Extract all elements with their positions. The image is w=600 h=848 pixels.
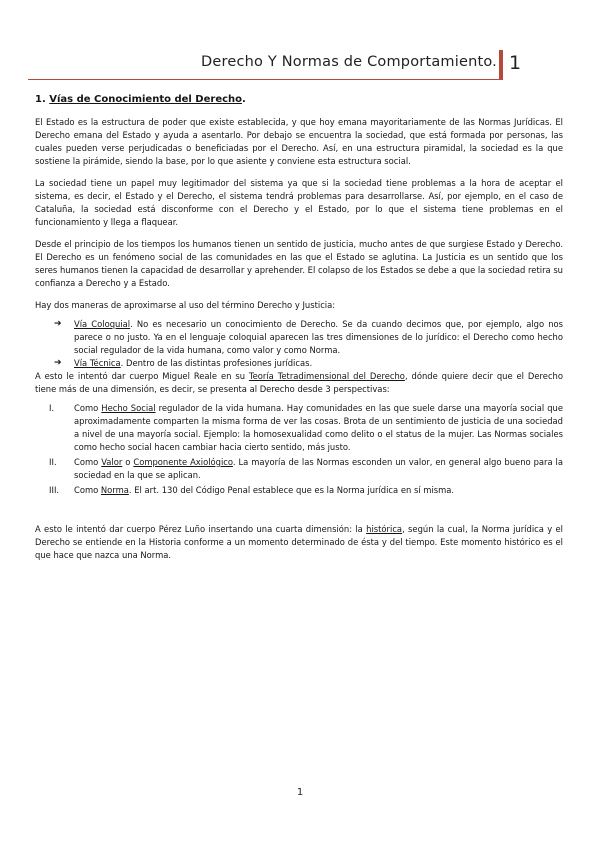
- page-header: [0, 44, 600, 80]
- header-accent-bar: [499, 50, 503, 80]
- list-term-2: Componente Axiológico: [133, 457, 233, 467]
- paragraph-reale: [35, 370, 563, 396]
- arrow-right-icon: ➔: [54, 319, 62, 329]
- document-body: [35, 93, 563, 562]
- list-item: [35, 357, 563, 370]
- section-title: Vías de Conocimiento del Derecho: [49, 94, 243, 105]
- text-span: , según la cual, la Norma jurídica y el Derecho se entiende en la Historia conforme a un momento determinado de ésta y del tiempo. Este momento histórico es el que hace que nazca una Norma.: [35, 524, 563, 560]
- header-page-number: 1: [509, 52, 522, 74]
- list-item: [35, 402, 563, 454]
- theory-term: Teoría Tetradimensional del Derecho: [248, 371, 405, 381]
- roman-numeral: II.: [49, 457, 57, 467]
- approach-list: [35, 318, 563, 370]
- list-item: [35, 318, 563, 357]
- section-heading: [35, 93, 563, 106]
- dimension-term: histórica: [366, 524, 403, 534]
- text-span: , dónde quiere decir que el Derecho tiene más de una dimensión, es decir, se presenta al Derecho desde 3 perspectivas:: [35, 371, 563, 394]
- paragraph: La sociedad tiene un papel muy legitimador del sistema ya que si la sociedad tiene problemas a la hora de aceptar el sistema, es decir, el Estado y el Derecho, el sistema tendrá problemas para desarrollarse. Así, por ejemplo, en el caso de Cataluña, la sociedad está disconforme con el Derecho y el Estado, por lo que el sistema tiene problemas en el funcionamiento y llega a flaquear.: [35, 178, 563, 227]
- dimension-list: [35, 402, 563, 497]
- paragraph: Desde el principio de los tiempos los humanos tienen un sentido de justicia, mucho antes de que surgiese Estado y Derecho. El Derecho es un fenómeno social de las comunidades en las que el Estado se aglutina. La Justicia es un sentido que los seres humanos tienen la capacidad de desarrollar y aprehender. El colapso de los Estados se debe a que la sociedad retira su confianza a Derecho y a Estado.: [35, 239, 563, 288]
- list-text: . Dentro de las distintas profesiones jurídicas.: [120, 358, 313, 368]
- roman-numeral: III.: [49, 485, 60, 495]
- text-span: Como: [74, 457, 102, 467]
- paragraph: El Estado es la estructura de poder que existe establecida, y que hoy emana mayoritariamente de las Normas Jurídicas. El Derecho emana del Estado y ayuda a asentarlo. Por debajo se encuentra la sociedad, que está formada por personas, las cuales pueden verse perjudicadas o beneficiadas por el Derecho. Así, en una estructura piramidal, la sociedad es la que sostiene la pirámide, siendo la base, por lo que asiente y conviene esta estructura social.: [35, 117, 563, 166]
- arrow-right-icon: ➔: [54, 358, 62, 368]
- list-text: regulador de la vida humana. Hay comunidades en las que suele darse una mayoría social que aproximadamente comparten la misma forma de ver las cosas. Brota de un sentimiento de justicia de una sociedad a nivel de una mayoría social. Ejemplo: la homosexualidad como delito o el status de la mujer. Las Normas sociales como hecho social hacen cambiar hacia cierto sentido, más justo.: [74, 403, 563, 452]
- paragraph: Hay dos maneras de aproximarse al uso del término Derecho y Justicia:: [35, 300, 336, 310]
- text-span: A esto le intentó dar cuerpo Miguel Reale en su: [35, 371, 249, 381]
- list-item: [35, 456, 563, 482]
- list-term: Vía Coloquial: [74, 319, 131, 329]
- list-text: . No es necesario un conocimiento de Derecho. Se da cuando decimos que, por ejemplo, algo nos parece o no justo. Ya en el lenguaje coloquial aparecen las tres dimensiones de lo jurídico: el Derecho como hecho social regulador de la vida humana, como valor y como Norma.: [74, 319, 563, 355]
- list-term: Norma: [100, 485, 129, 495]
- text-span: Como: [74, 403, 102, 413]
- list-text: . El art. 130 del Código Penal establece que es la Norma jurídica en sí misma.: [128, 485, 455, 495]
- list-term: Valor: [101, 457, 123, 467]
- section-title-end: .: [242, 94, 246, 105]
- paragraph-perez: [35, 523, 563, 562]
- list-term: Hecho Social: [101, 403, 156, 413]
- header-rule: [28, 79, 499, 80]
- text-span: o: [122, 457, 134, 467]
- roman-numeral: I.: [49, 403, 55, 413]
- header-title: Derecho Y Normas de Comportamiento.: [201, 54, 497, 70]
- page-number-footer: 1: [296, 787, 304, 798]
- section-number: 1.: [35, 94, 46, 105]
- text-span: Como: [74, 485, 101, 495]
- text-span: A esto le intentó dar cuerpo Pérez Luño insertando una cuarta dimensión: la: [35, 524, 367, 534]
- list-item: [35, 484, 563, 497]
- list-term: Vía Técnica: [74, 358, 121, 368]
- list-text: . La mayoría de las Normas esconden un valor, en general algo bueno para la sociedad en la que se aplican.: [74, 457, 564, 480]
